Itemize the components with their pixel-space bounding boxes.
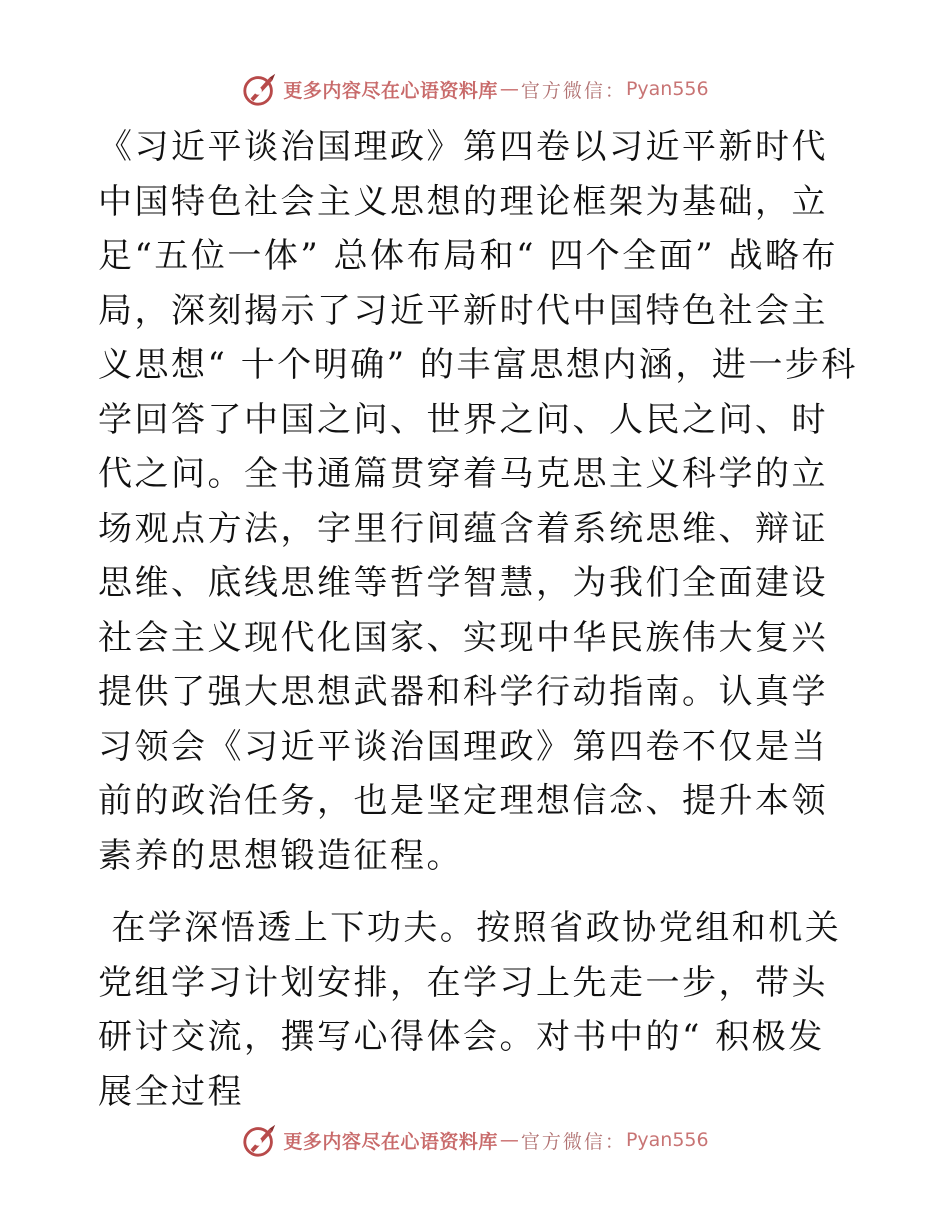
paragraph-2: 在学深悟透上下功夫。按照省政协党组和机关党组学习计划安排，在学习上先走一步，带头研讨交流，撰写心得体会。对书中的“ 积极发展全过程: [98, 908, 842, 1112]
banner-title: 更多内容尽在心语资料库: [283, 1130, 498, 1153]
banner-wechat-label: 官方微信：: [520, 79, 626, 102]
quill-logo-icon: [241, 1121, 279, 1159]
footer-watermark-banner: [0, 1118, 950, 1162]
banner-title: 更多内容尽在心语资料库: [283, 79, 498, 102]
paragraph-1: 《习近平谈治国理政》第四卷以习近平新时代中国特色社会主义思想的理论框架为基础，立足“五位一体” 总体布局和“ 四个全面” 战略布局，深刻揭示了习近平新时代中国特色社会主义思想“ 十个明确” 的丰富思想内涵，进一步科学回答了中国之问、世界之问、人民之问、时代之问。全书通篇贯穿着马克思主义科学的立场观点方法，字里行间蕴含着系统思维、辩证思维、底线思维等哲学智慧，为我们全面建设社会主义现代化国家、实现中华民族伟大复兴提供了强大思想武器和科学行动指南。认真学习领会《习近平谈治国理政》第四卷不仅是当前的政治任务，也是坚定理想信念、提升本领素养的思想锻造征程。: [98, 127, 858, 876]
banner-wechat-id: Pyan556: [625, 78, 709, 100]
quill-logo-icon: [241, 70, 279, 108]
document-body: [98, 120, 858, 1119]
banner-separator: —: [499, 78, 519, 100]
banner-wechat-label: 官方微信：: [520, 1130, 626, 1153]
banner-wechat-id: Pyan556: [625, 1129, 709, 1151]
header-watermark-banner: [0, 67, 950, 111]
banner-separator: —: [499, 1129, 519, 1151]
